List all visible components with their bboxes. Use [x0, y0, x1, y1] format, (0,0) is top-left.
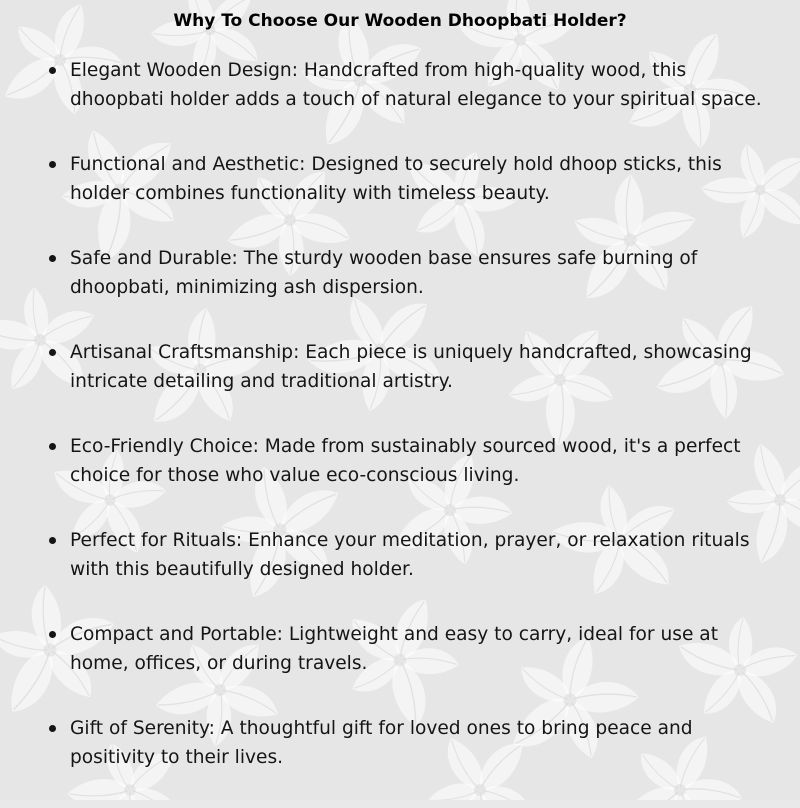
list-item-text: Perfect for Rituals: Enhance your meditation, prayer, or relaxation rituals with this beautifully designed holder.: [70, 530, 750, 580]
page-title: Why To Choose Our Wooden Dhoopbati Holder?: [173, 11, 627, 31]
list-item-text: Artisanal Craftsmanship: Each piece is uniquely handcrafted, showcasing intricate detailing and traditional artistry.: [70, 342, 752, 392]
list-item-text: Gift of Serenity: A thoughtful gift for loved ones to bring peace and positivity to their lives.: [70, 718, 693, 768]
feature-list: [46, 56, 776, 808]
list-item: [46, 244, 776, 302]
list-item: [46, 714, 776, 772]
bullet-icon: [49, 255, 56, 262]
list-item-text: Functional and Aesthetic: Designed to securely hold dhoop sticks, this holder combines functionality with timeless beauty.: [70, 154, 722, 204]
bullet-icon: [49, 349, 56, 356]
list-item: [46, 432, 776, 490]
list-item: [46, 56, 776, 114]
bullet-icon: [49, 67, 56, 74]
list-item-text: Eco-Friendly Choice: Made from sustainably sourced wood, it's a perfect choice for those who value eco-conscious living.: [70, 436, 741, 486]
list-item-text: Compact and Portable: Lightweight and easy to carry, ideal for use at home, offices, or during travels.: [70, 624, 718, 674]
list-item-text: Elegant Wooden Design: Handcrafted from high-quality wood, this dhoopbati holder adds a touch of natural elegance to your spiritual space.: [70, 60, 762, 110]
list-item-text: Safe and Durable: The sturdy wooden base ensures safe burning of dhoopbati, minimizing ash dispersion.: [70, 248, 698, 298]
list-item: [46, 526, 776, 584]
bullet-icon: [49, 537, 56, 544]
bullet-icon: [49, 161, 56, 168]
bullet-icon: [49, 725, 56, 732]
list-item: [46, 620, 776, 678]
list-item: [46, 338, 776, 396]
list-item: [46, 150, 776, 208]
bullet-icon: [49, 631, 56, 638]
bullet-icon: [49, 443, 56, 450]
